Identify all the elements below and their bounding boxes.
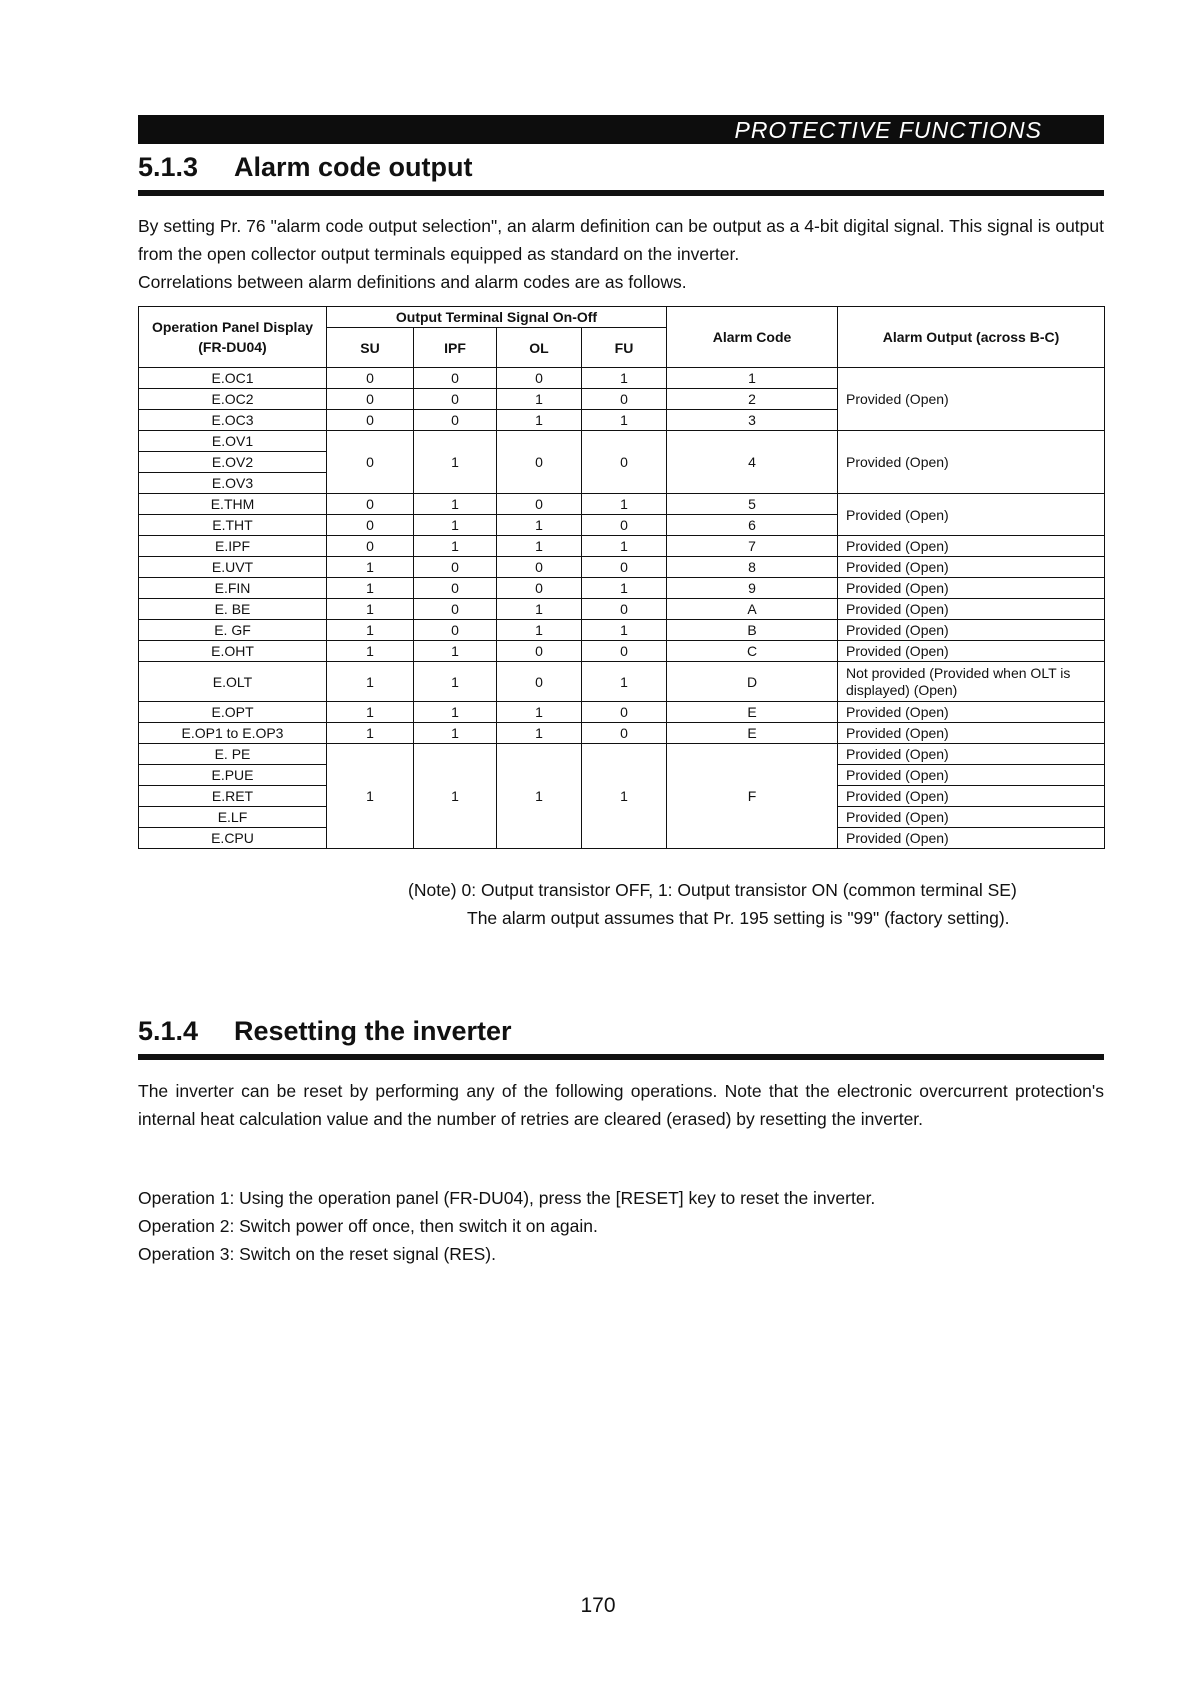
cell-alarm-output: Provided (Open) [838,599,1105,620]
cell-ipf: 1 [414,494,497,515]
cell-ipf: 0 [414,557,497,578]
cell-su: 1 [327,578,414,599]
cell-alarm-output: Provided (Open) [838,431,1105,494]
cell-su: 1 [327,557,414,578]
cell-alarm-code: F [667,744,838,849]
cell-su: 0 [327,368,414,389]
section-5-1-4-number: 5.1.4 [138,1016,199,1046]
cell-alarm-code: 1 [667,368,838,389]
cell-ol: 0 [497,494,582,515]
cell-alarm-output: Provided (Open) [838,494,1105,536]
cell-display: E.OHT [139,641,327,662]
cell-su: 0 [327,494,414,515]
cell-ipf: 0 [414,389,497,410]
section-5-1-4-rule [138,1054,1104,1060]
cell-fu: 0 [582,389,667,410]
cell-display: E.IPF [139,536,327,557]
cell-su: 0 [327,536,414,557]
header-display: Operation Panel Display (FR-DU04) [139,307,327,368]
cell-su: 1 [327,662,414,702]
cell-su: 1 [327,620,414,641]
cell-fu: 0 [582,557,667,578]
cell-display: E. BE [139,599,327,620]
cell-ol: 0 [497,578,582,599]
cell-alarm-output: Provided (Open) [838,368,1105,431]
cell-su: 0 [327,431,414,494]
table-row [139,599,1105,620]
cell-alarm-code: B [667,620,838,641]
cell-display: E.OV2 [139,452,327,473]
cell-ol: 1 [497,515,582,536]
table-row [139,702,1105,723]
cell-display: E.UVT [139,557,327,578]
cell-ol: 1 [497,389,582,410]
cell-display: E.OP1 to E.OP3 [139,723,327,744]
cell-alarm-code: 4 [667,431,838,494]
cell-ol: 1 [497,702,582,723]
cell-su: 1 [327,744,414,849]
cell-alarm-output: Provided (Open) [838,828,1105,849]
cell-su: 0 [327,410,414,431]
section-5-1-3-intro [138,212,1104,296]
cell-display: E. PE [139,744,327,765]
table-row [139,723,1105,744]
cell-ipf: 0 [414,599,497,620]
cell-alarm-output: Provided (Open) [838,723,1105,744]
cell-alarm-output: Provided (Open) [838,641,1105,662]
cell-alarm-code: 9 [667,578,838,599]
cell-su: 1 [327,723,414,744]
cell-ipf: 1 [414,536,497,557]
cell-alarm-code: 2 [667,389,838,410]
section-5-1-4-paragraph [138,1077,1104,1133]
header-fu: FU [582,328,667,368]
intro-paragraph-1: By setting Pr. 76 "alarm code output selection", an alarm definition can be output as a 4-bit digital signal. This signal is output from the open collector output terminals equipped as standard on the inverter. [138,216,1104,264]
cell-display: E.PUE [139,765,327,786]
page-number: 170 [580,1594,616,1617]
cell-alarm-output: Provided (Open) [838,620,1105,641]
note-line-1: (Note) 0: Output transistor OFF, 1: Output transistor ON (common terminal SE) [408,880,1017,900]
cell-ipf: 1 [414,702,497,723]
cell-alarm-code: 8 [667,557,838,578]
section-5-1-3-title [138,152,473,183]
list-item: Operation 3: Switch on the reset signal (RES). [138,1244,496,1264]
cell-display: E.CPU [139,828,327,849]
table-row [139,494,1105,515]
cell-alarm-code: 5 [667,494,838,515]
list-item: Operation 2: Switch power off once, then switch it on again. [138,1216,598,1236]
cell-fu: 1 [582,368,667,389]
cell-fu: 1 [582,410,667,431]
cell-fu: 1 [582,662,667,702]
table-row [139,431,1105,452]
section-5-1-3-rule [138,190,1104,196]
cell-alarm-output: Provided (Open) [838,786,1105,807]
cell-display: E.RET [139,786,327,807]
cell-alarm-code: 6 [667,515,838,536]
cell-ipf: 0 [414,620,497,641]
cell-alarm-code: 3 [667,410,838,431]
alarm-code-table [138,306,1105,849]
cell-fu: 0 [582,641,667,662]
cell-ol: 1 [497,599,582,620]
cell-alarm-output: Provided (Open) [838,536,1105,557]
table-row [139,368,1105,389]
cell-alarm-code: A [667,599,838,620]
header-alarm-code: Alarm Code [667,307,838,368]
cell-su: 1 [327,702,414,723]
cell-alarm-code: D [667,662,838,702]
cell-fu: 0 [582,515,667,536]
cell-ol: 0 [497,641,582,662]
cell-ol: 1 [497,410,582,431]
section-5-1-4-heading: Resetting the inverter [234,1016,512,1046]
cell-display: E.OV1 [139,431,327,452]
cell-ol: 0 [497,368,582,389]
note-line-2: The alarm output assumes that Pr. 195 setting is "99" (factory setting). [467,908,1010,928]
cell-fu: 0 [582,723,667,744]
cell-ol: 1 [497,723,582,744]
cell-alarm-output: Provided (Open) [838,765,1105,786]
header-ipf: IPF [414,328,497,368]
table-row [139,641,1105,662]
cell-alarm-output: Provided (Open) [838,702,1105,723]
cell-display: E.OC1 [139,368,327,389]
cell-ipf: 1 [414,515,497,536]
cell-fu: 0 [582,702,667,723]
list-item: Operation 1: Using the operation panel (FR-DU04), press the [RESET] key to reset the inverter. [138,1188,876,1208]
table-row [139,578,1105,599]
cell-display: E.THT [139,515,327,536]
cell-su: 0 [327,515,414,536]
header-output-group: Output Terminal Signal On-Off [327,307,667,328]
cell-fu: 0 [582,431,667,494]
table-row [139,536,1105,557]
section-header-banner [138,115,1104,144]
cell-ol: 1 [497,744,582,849]
cell-display: E.OC3 [139,410,327,431]
header-su: SU [327,328,414,368]
table-row [139,744,1105,765]
cell-alarm-code: 7 [667,536,838,557]
reset-operations-list [138,1184,1104,1268]
cell-fu: 1 [582,494,667,515]
cell-ipf: 1 [414,431,497,494]
cell-alarm-output: Provided (Open) [838,578,1105,599]
cell-alarm-output: Provided (Open) [838,744,1105,765]
section-5-1-4-title [138,1016,512,1047]
cell-fu: 1 [582,620,667,641]
cell-alarm-output: Provided (Open) [838,807,1105,828]
cell-su: 0 [327,389,414,410]
cell-ipf: 0 [414,410,497,431]
cell-ol: 1 [497,620,582,641]
cell-ol: 0 [497,431,582,494]
cell-alarm-output: Provided (Open) [838,557,1105,578]
section-5-1-3-number: 5.1.3 [138,152,199,182]
table-note [408,876,1104,932]
cell-display: E.FIN [139,578,327,599]
cell-display: E.OC2 [139,389,327,410]
cell-display: E.LF [139,807,327,828]
table-row [139,662,1105,702]
cell-ipf: 1 [414,744,497,849]
table-row [139,557,1105,578]
cell-ol: 1 [497,536,582,557]
cell-su: 1 [327,641,414,662]
cell-ol: 0 [497,662,582,702]
cell-ipf: 0 [414,578,497,599]
cell-ipf: 0 [414,368,497,389]
cell-alarm-code: C [667,641,838,662]
cell-fu: 1 [582,578,667,599]
table-row [139,620,1105,641]
cell-ipf: 1 [414,662,497,702]
cell-display: E.OV3 [139,473,327,494]
cell-display: E.OPT [139,702,327,723]
cell-fu: 1 [582,744,667,849]
cell-alarm-code: E [667,723,838,744]
cell-su: 1 [327,599,414,620]
header-alarm-output: Alarm Output (across B-C) [838,307,1105,368]
cell-fu: 0 [582,599,667,620]
cell-display: E.THM [139,494,327,515]
header-ol: OL [497,328,582,368]
cell-ipf: 1 [414,641,497,662]
intro-paragraph-2: Correlations between alarm definitions and alarm codes are as follows. [138,272,687,292]
reset-paragraph: The inverter can be reset by performing any of the following operations. Note that the electronic overcurrent protection's internal heat calculation value and the number of retries are cleared (erased) by resetting the inverter. [138,1081,1104,1129]
section-5-1-3-heading: Alarm code output [234,152,473,182]
cell-ipf: 1 [414,723,497,744]
cell-display: E.OLT [139,662,327,702]
cell-alarm-output: Not provided (Provided when OLT is displayed) (Open) [838,662,1105,702]
cell-display: E. GF [139,620,327,641]
cell-fu: 1 [582,536,667,557]
cell-alarm-code: E [667,702,838,723]
header-banner-text: PROTECTIVE FUNCTIONS [734,117,1042,143]
cell-ol: 0 [497,557,582,578]
